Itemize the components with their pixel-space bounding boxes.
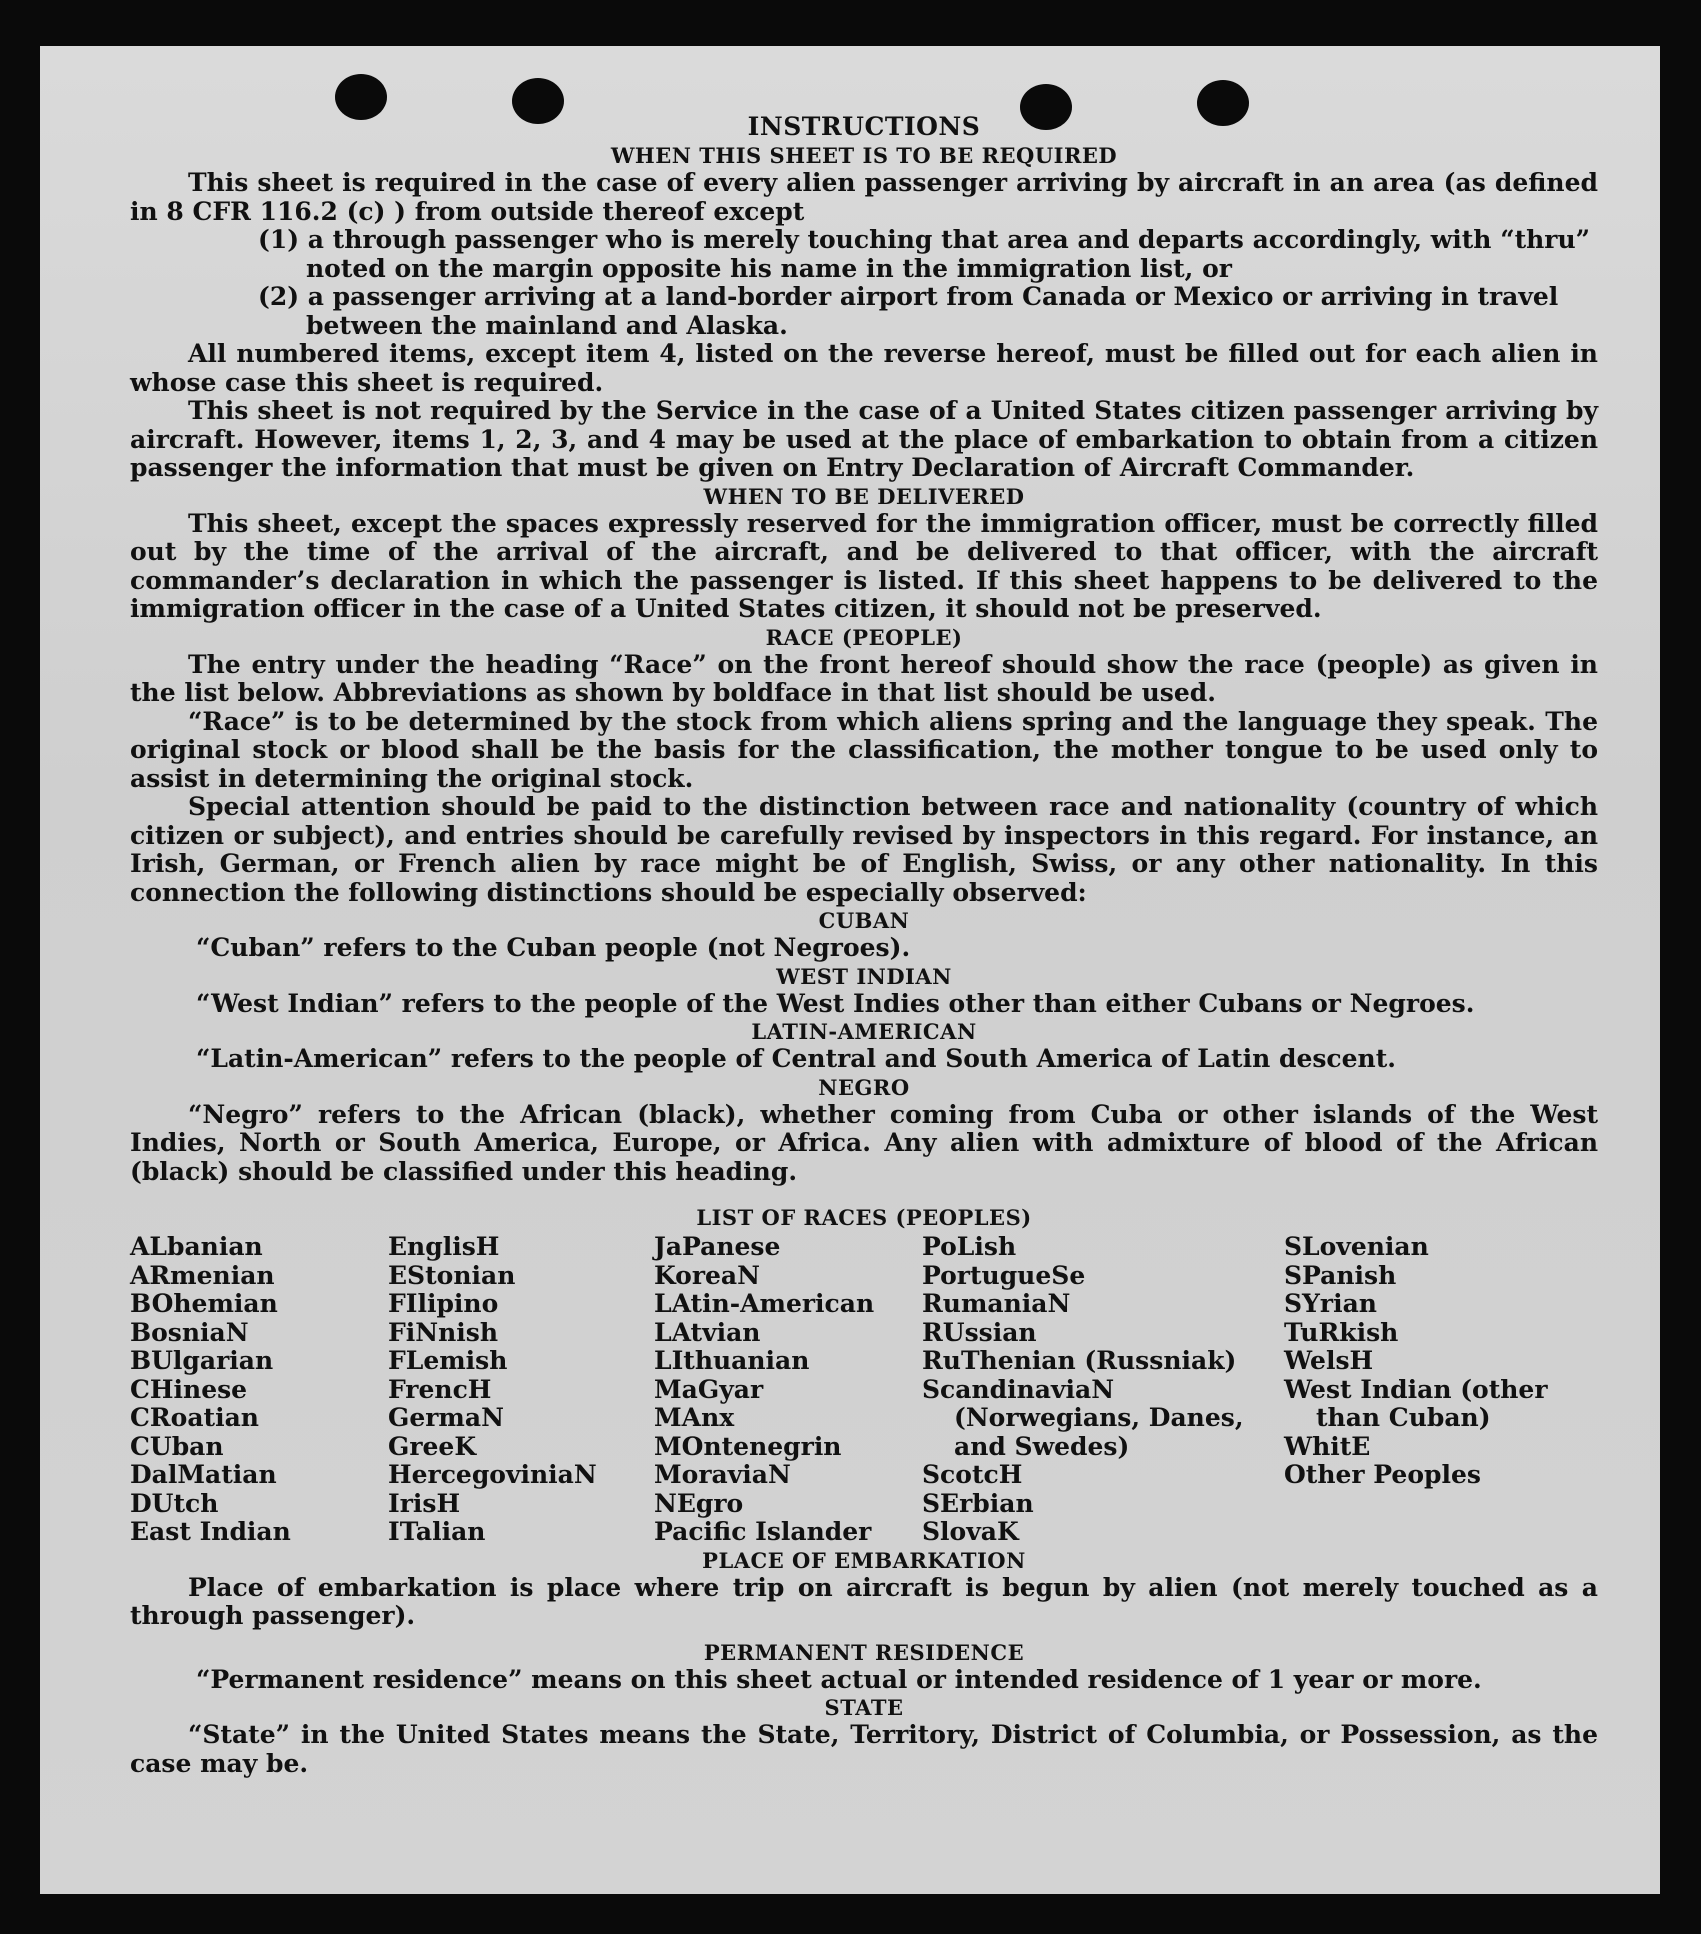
race-item: BosniaN [130, 1317, 249, 1347]
race-item: HercegoviniaN [388, 1460, 597, 1489]
race-item: Pacific Islander [654, 1517, 872, 1546]
section-heading: WHEN THIS SHEET IS TO BE REQUIRED [610, 143, 1118, 168]
race-item: BUlgarian [130, 1346, 274, 1375]
paragraph: This sheet is required in the case of every alien passenger arriving by aircraft in an area (as defined in 8 CFR 116.2 (c) ) from outside thereof except [130, 168, 1598, 226]
paragraph: This sheet is not required by the Service in the case of a United States citizen passenger arriving by aircraft. However, items 1, 2, 3, and 4 may be used at the place of embarkation to obtain from a citizen passenger the information that must be given on Entry Declaration of Aircraft Commander. [130, 396, 1598, 482]
race-item: CUban [130, 1431, 224, 1461]
race-item: ALbanian [130, 1232, 263, 1261]
race-item: ScandinaviaN (Norwegians, Danes, and Swedes) [922, 1374, 1244, 1461]
race-item: DalMatian [130, 1460, 277, 1489]
race-item: NEgro [654, 1488, 744, 1518]
paragraph: Place of embarkation is place where trip on aircraft is begun by alien (not merely touched as a through passenger). [130, 1572, 1598, 1630]
race-item: SlovaK [922, 1517, 1019, 1546]
race-item: KoreaN [654, 1260, 760, 1290]
race-item: TuRkish [1284, 1317, 1399, 1347]
race-column [1284, 1233, 1584, 1547]
race-item: EnglisH [388, 1232, 500, 1261]
race-item: MaGyar [654, 1374, 764, 1404]
definition: “Latin-American” refers to the people of Central and South America of Latin descent. [196, 1044, 1396, 1073]
section-heading: PERMANENT RESIDENCE [703, 1639, 1025, 1665]
race-item: DUtch [130, 1488, 219, 1518]
race-item: EStonian [388, 1260, 516, 1290]
race-item: LIthuanian [654, 1346, 810, 1375]
race-item: CRoatian [130, 1403, 259, 1432]
race-item: FIlipino [388, 1289, 499, 1318]
race-item: SYrian [1284, 1289, 1377, 1318]
race-item: LAtin-American [654, 1289, 875, 1318]
section-heading: WEST INDIAN [776, 963, 952, 989]
race-item: PortugueSe [922, 1260, 1086, 1290]
race-item: WhitE [1284, 1431, 1371, 1461]
race-item: FLemish [388, 1346, 508, 1375]
definition: “West Indian” refers to the people of the West Indies other than either Cubans or Negroes. [196, 988, 1475, 1018]
race-item: FrencH [388, 1374, 492, 1404]
race-item: RuThenian (Russniak) [922, 1346, 1237, 1375]
race-column [388, 1233, 654, 1547]
race-item: SLovenian [1284, 1232, 1429, 1261]
race-item: RumaniaN [922, 1289, 1071, 1318]
race-item: LAtvian [654, 1317, 761, 1347]
race-item: RUssian [922, 1317, 1037, 1347]
section-heading: LATIN-AMERICAN [751, 1019, 977, 1044]
race-item: CHinese [130, 1374, 248, 1404]
race-item: FiNnish [388, 1317, 499, 1347]
race-column [922, 1233, 1284, 1547]
race-item: ARmenian [130, 1260, 275, 1290]
race-item: GreeK [388, 1431, 477, 1461]
paragraph: “Race” is to be determined by the stock from which aliens spring and the language they speak. The original stock or blood shall be the basis for the classification, the mother tongue to be used only to assist in determining the original stock. [130, 706, 1598, 793]
paragraph: All numbered items, except item 4, listed on the reverse hereof, must be filled out for each alien in whose case this sheet is required. [130, 339, 1598, 397]
race-column [654, 1233, 922, 1547]
race-column [130, 1233, 388, 1547]
section-heading: WHEN TO BE DELIVERED [703, 483, 1025, 509]
page-title: INSTRUCTIONS [747, 112, 981, 141]
definition: “Cuban” refers to the Cuban people (not Negroes). [196, 933, 911, 962]
document-body [130, 112, 1598, 1778]
section-heading: LIST OF RACES (PEOPLES) [696, 1205, 1032, 1230]
race-item: MAnx [654, 1403, 735, 1432]
paragraph: The entry under the heading “Race” on the front hereof should show the race (people) as given in the list below. Abbreviations as shown by boldface in that list should be used. [130, 649, 1598, 707]
list-item: (2) a passenger arriving at a land-border airport from Canada or Mexico or arriving in travel between the mainland and Alaska. [258, 282, 1559, 340]
definition: “Permanent residence” means on this sheet actual or intended residence of 1 year or more. [196, 1664, 1482, 1694]
race-item: JaPanese [654, 1232, 781, 1261]
race-item: SErbian [922, 1488, 1034, 1518]
race-item: East Indian [130, 1517, 291, 1546]
race-item: MoraviaN [654, 1460, 791, 1489]
race-item: IrisH [388, 1488, 461, 1518]
paragraph: “Negro” refers to the African (black), whether coming from Cuba or other islands of the West Indies, North or South America, Europe, or Africa. Any alien with admixture of blood of the African (black) should be classified under this heading. [130, 1099, 1598, 1186]
section-heading: STATE [824, 1695, 904, 1720]
section-heading: CUBAN [818, 908, 910, 933]
race-item: PoLish [922, 1232, 1017, 1261]
race-item: ITalian [388, 1517, 486, 1546]
paragraph: Special attention should be paid to the distinction between race and nationality (country of which citizen or subject), and entries should be carefully revised by inspectors in this regard. For instance, an Irish, German, or French alien by race might be of English, Swiss, or any other nationality. In this connection the following distinctions should be especially observed: [130, 792, 1598, 907]
paragraph: This sheet, except the spaces expressly reserved for the immigration officer, must be correctly filled out by the time of the arrival of the aircraft, and be delivered to that officer, with the aircraft commander’s declaration in which the passenger is listed. If this sheet happens to be delivered to the immigration officer in the case of a United States citizen, it should not be preserved. [130, 508, 1598, 623]
document-sheet [40, 46, 1660, 1894]
race-item: ScotcH [922, 1460, 1023, 1489]
race-item: West Indian (other than Cuban) [1284, 1374, 1548, 1432]
race-item: SPanish [1284, 1260, 1397, 1290]
list-item: (1) a through passenger who is merely touching that area and departs accordingly, with “thru” noted on the margin opposite his name in the immigration list, or [258, 225, 1591, 283]
race-item: WelsH [1284, 1346, 1374, 1375]
section-heading: NEGRO [818, 1074, 910, 1100]
paragraph: “State” in the United States means the State, Territory, District of Columbia, or Possession, as the case may be. [130, 1720, 1598, 1778]
race-item: BOhemian [130, 1289, 278, 1318]
race-item: MOntenegrin [654, 1431, 842, 1461]
race-item: Other Peoples [1284, 1460, 1481, 1489]
race-item: GermaN [388, 1403, 504, 1432]
section-heading: RACE (PEOPLE) [765, 624, 963, 650]
race-list [130, 1233, 1598, 1547]
section-heading: PLACE OF EMBARKATION [702, 1547, 1026, 1573]
